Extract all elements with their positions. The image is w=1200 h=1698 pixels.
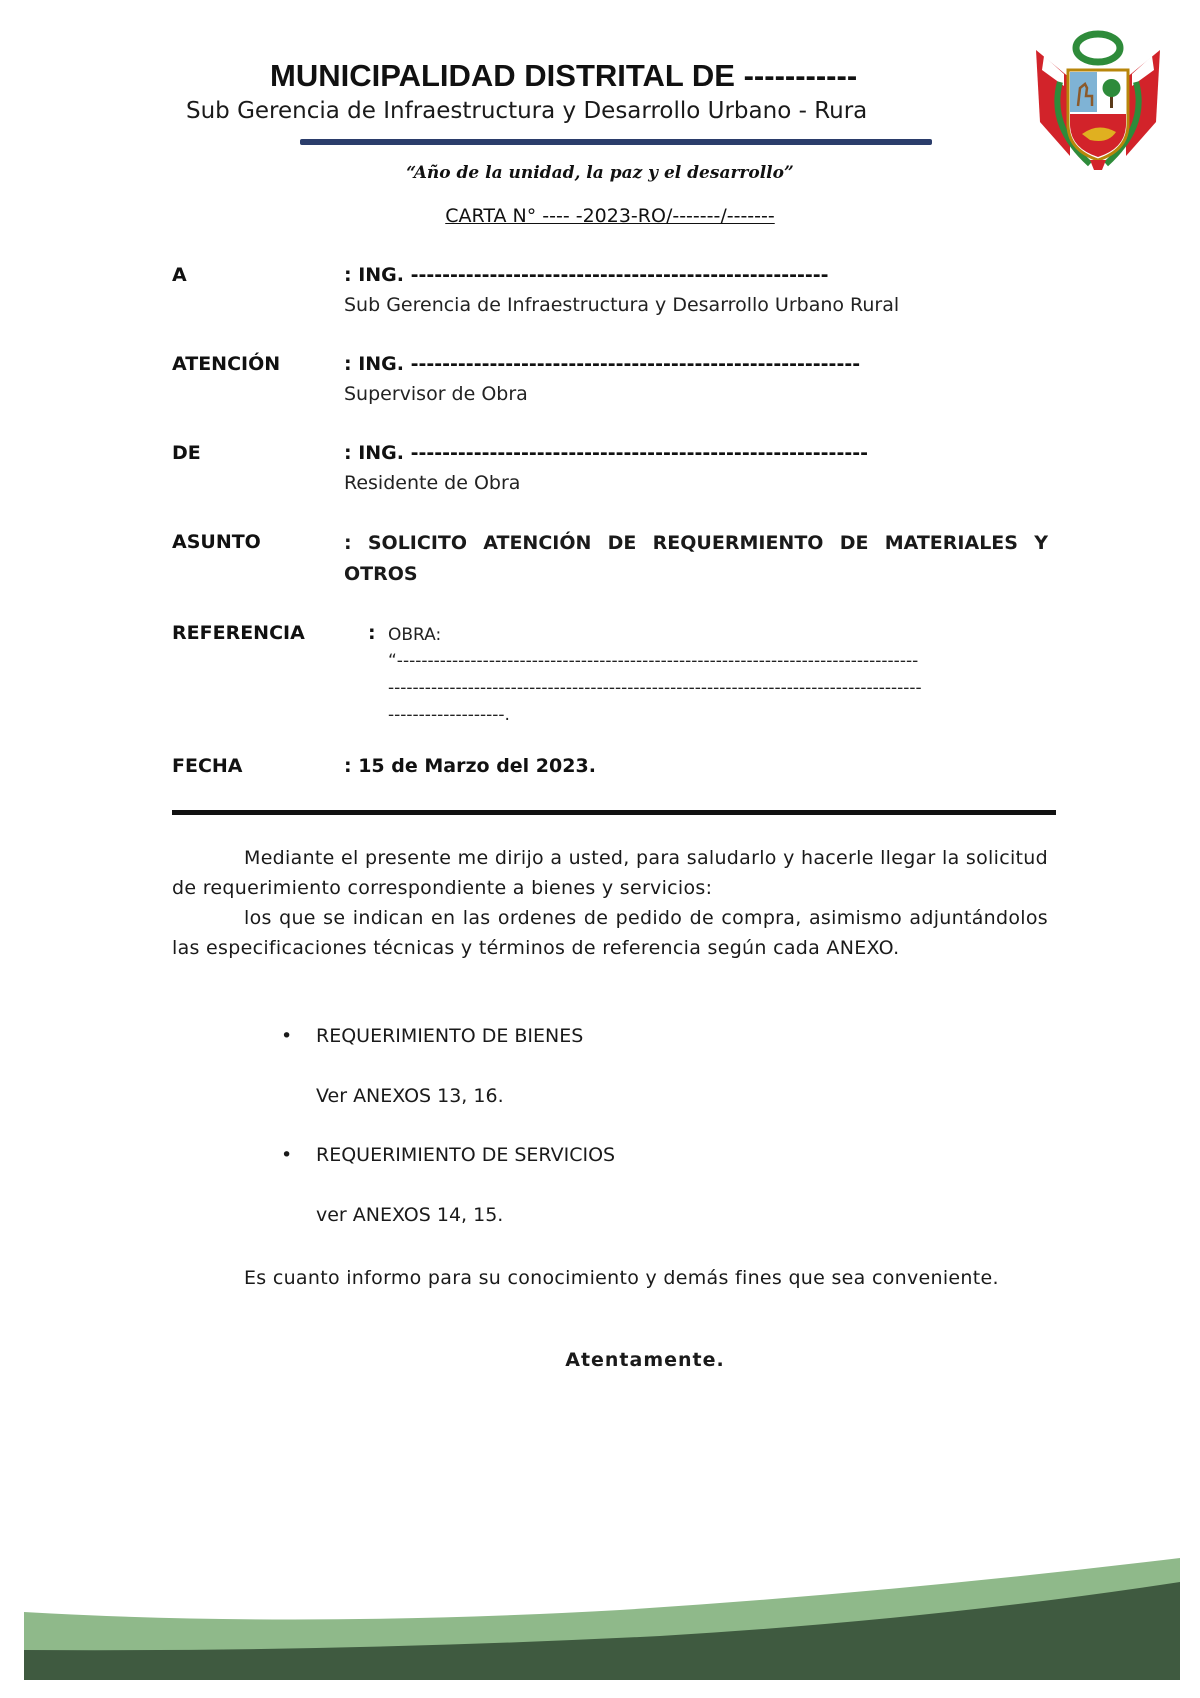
body-paragraph-1: Mediante el presente me dirijo a usted, para saludarlo y hacerle llegar la solicitud de requerimiento correspondiente a bienes y servicios:	[172, 847, 1048, 899]
field-value-asunto: : SOLICITO ATENCIÓN DE REQUERMIENTO DE MATERIALES Y OTROS	[344, 532, 1048, 585]
signoff-text: Atentamente.	[565, 1349, 725, 1371]
bullet-icon: •	[281, 1144, 293, 1166]
bullet-title-2: REQUERIMIENTO DE SERVICIOS	[316, 1144, 616, 1166]
field-label-referencia: REFERENCIA	[172, 622, 305, 644]
section-divider	[172, 810, 1056, 815]
field-label-a: A	[172, 264, 187, 286]
field-value-a: : ING. -----------------------------------------------------	[344, 264, 829, 286]
bullet-icon: •	[281, 1025, 293, 1047]
motto-text: “Año de la unidad, la paz y el desarrollo”	[406, 163, 794, 183]
bullet-detail-1: Ver ANEXOS 13, 16.	[316, 1085, 504, 1107]
field-colon-referencia: :	[368, 622, 376, 644]
bullet-detail-2: ver ANEXOS 14, 15.	[316, 1204, 504, 1226]
field-value-atencion: : ING. ---------------------------------------------------------	[344, 353, 861, 375]
reference-line-2: “-------------------------------------------------------------------------------------	[388, 651, 919, 671]
page-subtitle: Sub Gerencia de Infraestructura y Desarrollo Urbano - Rura	[186, 98, 868, 124]
bullet-title-1: REQUERIMIENTO DE BIENES	[316, 1025, 584, 1047]
field-label-asunto: ASUNTO	[172, 531, 261, 553]
reference-line-1: OBRA:	[388, 625, 442, 645]
field-sub-a: Sub Gerencia de Infraestructura y Desarrollo Urbano Rural	[344, 294, 900, 316]
coat-of-arms-icon	[1030, 26, 1166, 172]
field-label-fecha: FECHA	[172, 755, 243, 777]
closing-paragraph: Es cuanto informo para su conocimiento y demás fines que sea conveniente.	[244, 1267, 999, 1289]
footer-wave-decoration	[0, 1540, 1200, 1698]
field-value-de: : ING. ----------------------------------------------------------	[344, 442, 868, 464]
field-sub-atencion: Supervisor de Obra	[344, 383, 528, 405]
field-label-de: DE	[172, 442, 201, 464]
page-title: MUNICIPALIDAD DISTRITAL DE -----------	[270, 58, 858, 93]
field-sub-de: Residente de Obra	[344, 472, 521, 494]
header-divider	[300, 139, 932, 145]
reference-line-3: ---------------------------------------------------------------------------------------	[388, 678, 922, 698]
field-value-fecha: : 15 de Marzo del 2023.	[344, 755, 596, 777]
field-label-atencion: ATENCIÓN	[172, 353, 281, 375]
letter-number: CARTA N° ---- -2023-RO/-------/-------	[445, 205, 775, 227]
reference-line-4: -------------------.	[388, 705, 510, 725]
body-paragraph-2: los que se indican en las ordenes de pedido de compra, asimismo adjuntándolos las especificaciones técnicas y términos de referencia según cada ANEXO.	[172, 907, 1048, 959]
